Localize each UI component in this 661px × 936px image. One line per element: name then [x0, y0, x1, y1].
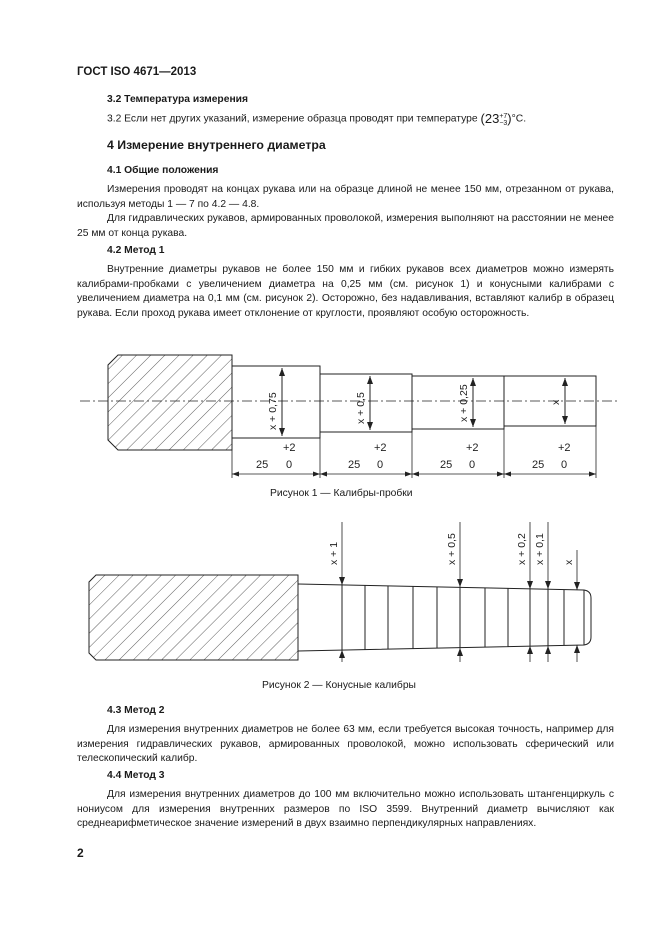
section-4-3-title: 4.3 Метод 2 — [107, 705, 165, 716]
section-4-1-title: 4.1 Общие положения — [107, 165, 219, 176]
len-2-minus: 0 — [377, 459, 384, 471]
gauge-handle — [108, 355, 232, 450]
fig2-dim-label-4: x + 0,1 — [534, 533, 546, 565]
s42-p1-text: Внутренние диаметры рукавов не более 150 мм и гибких рукавов всех диаметров можно измерять калибрами-пробками с увеличением диаметра на 0,25 мм (см. рисунок 1) и конусными калибрами с увеличением диаметра на 0,1 мм (см. рисунок 2). Осторожно, без надавливания, вставляют калибр в образец рукава. Если проход рукава имеет отклонение от круглости, проявляют особую осторожность. — [77, 264, 614, 319]
section-4-4-paragraph — [77, 788, 614, 832]
temperature-value: (23 +7 −3 ) — [480, 111, 512, 127]
len-1-plus: +2 — [283, 442, 296, 454]
len-1-main: 25 — [256, 459, 269, 471]
section-4-1-paragraph-2 — [77, 212, 614, 241]
len-4-main: 25 — [532, 459, 545, 471]
section-4-2-title: 4.2 Метод 1 — [107, 245, 165, 256]
len-2-main: 25 — [348, 459, 361, 471]
fig1-dim-label-3: x + 0,25 — [458, 384, 470, 422]
section-4-3-paragraph — [77, 723, 614, 767]
temp-number: 23 — [484, 111, 500, 126]
tol-plus: +7 — [499, 112, 508, 120]
figure-1-plug-gauges — [0, 350, 661, 485]
len-3-minus: 0 — [469, 459, 476, 471]
fig1-dim-label-2: x + 0,5 — [355, 392, 367, 424]
temp-text-before: 3.2 Если нет других указаний, измерение образца проводят при температуре — [107, 113, 478, 125]
figure-2-taper-gauges — [0, 510, 661, 670]
temp-text-after: °C. — [511, 113, 527, 125]
len-2-plus: +2 — [374, 442, 387, 454]
figure-2-caption: Рисунок 2 — Конусные калибры — [262, 680, 416, 691]
len-3-plus: +2 — [466, 442, 479, 454]
fig1-dim-label-1: x + 0,75 — [267, 392, 279, 430]
len-4-plus: +2 — [558, 442, 571, 454]
section-4-4-title: 4.4 Метод 3 — [107, 770, 165, 781]
page-number: 2 — [77, 846, 84, 860]
fig2-dim-label-5: x — [563, 559, 575, 565]
fig2-dim-label-2: x + 0,5 — [446, 533, 458, 565]
fig1-dim-label-4: x — [550, 399, 562, 405]
section-3-2-text — [107, 111, 526, 127]
len-3-main: 25 — [440, 459, 453, 471]
section-4-1-paragraph-1 — [77, 183, 614, 212]
section-4-2-paragraph — [77, 263, 614, 321]
s41-p2-text: Для гидравлических рукавов, армированных проволокой, измерения выполняют на расстоянии не менее 25 мм от конца рукава. — [77, 213, 614, 239]
fig2-dim-label-1: x + 1 — [328, 541, 340, 565]
fig2-dim-label-3: x + 0,2 — [516, 533, 528, 565]
tol-minus: −3 — [499, 119, 508, 127]
document-header: ГОСТ ISO 4671—2013 — [77, 66, 197, 78]
s44-p1-text: Для измерения внутренних диаметров до 100 мм включительно можно использовать штангенциркуль с нониусом для измерения внутренних размеров по ISO 3599. Внутренний диаметр вычисляют как среднеарифметическое значение измерений в двух взаимно перпендикулярных направлениях. — [77, 789, 614, 830]
len-4-minus: 0 — [561, 459, 568, 471]
s41-p1-text: Измерения проводят на концах рукава или на образце длиной не менее 150 мм, отрезанном от рукава, используя методы 1 — 7 по 4.2 — 4.8. — [77, 184, 614, 210]
section-4-title: 4 Измерение внутреннего диаметра — [107, 138, 326, 152]
len-1-minus: 0 — [286, 459, 293, 471]
s43-p1-text: Для измерения внутренних диаметров не более 63 мм, если требуется высокая точность, например для измерения гидравлических рукавов, армированных проволокой, можно использовать сферический или телескопический калибр. — [77, 724, 614, 765]
taper-handle — [89, 575, 298, 660]
figure-1-caption: Рисунок 1 — Калибры-пробки — [270, 488, 413, 499]
section-3-2-title: 3.2 Температура измерения — [107, 94, 248, 105]
